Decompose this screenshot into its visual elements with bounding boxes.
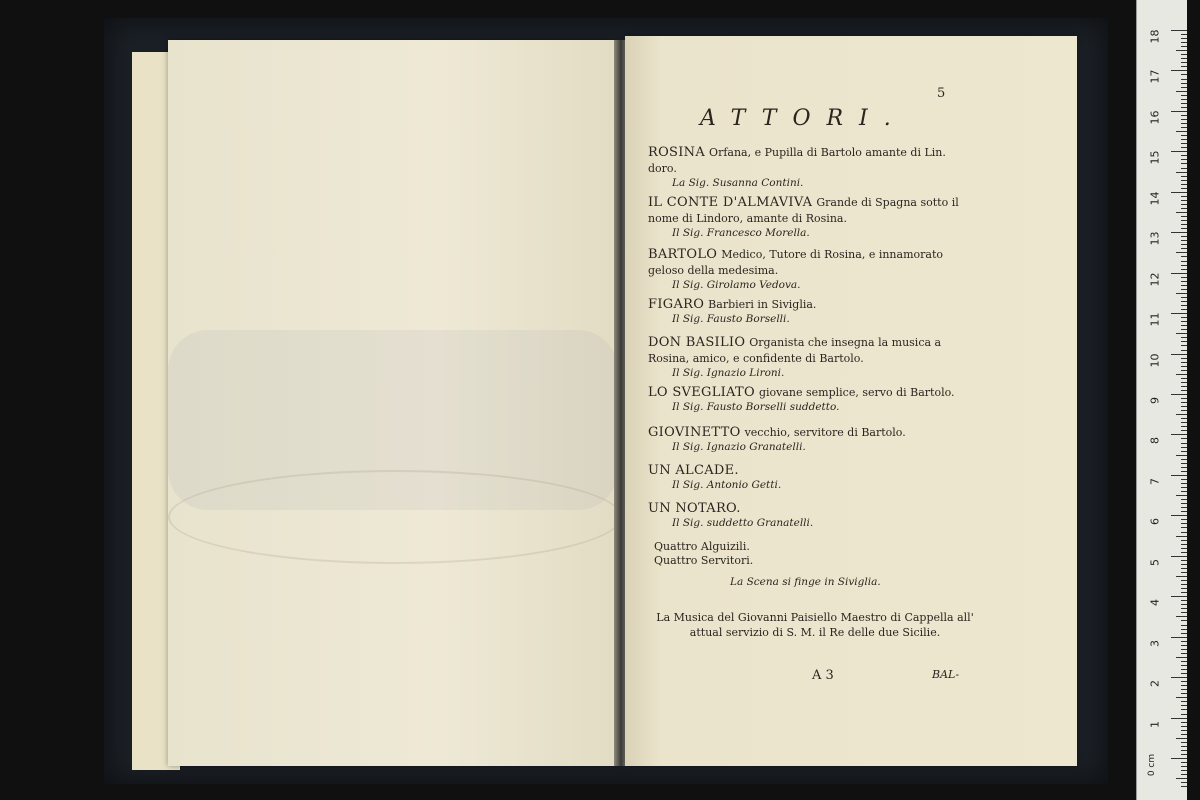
ruler-number: 8	[1148, 437, 1162, 445]
ruler-tick	[1181, 548, 1187, 549]
seal-ghost	[168, 470, 622, 564]
singer-name: Il Sig. Girolamo Vedova.	[672, 279, 801, 291]
cast-entry	[648, 424, 978, 454]
ruler-tick	[1181, 608, 1187, 609]
character-description: Barbieri in Siviglia.	[708, 298, 817, 311]
ruler-tick	[1181, 54, 1187, 55]
ruler-tick	[1181, 38, 1187, 39]
ruler-number: 10	[1148, 353, 1162, 368]
ruler-tick	[1171, 637, 1187, 638]
ruler-tick	[1181, 204, 1187, 205]
ruler-tick	[1181, 325, 1187, 326]
ruler-tick	[1181, 87, 1187, 88]
cast-entry	[648, 462, 978, 492]
cast-entry	[648, 194, 978, 240]
ruler-tick	[1181, 265, 1187, 266]
ruler-tick	[1181, 625, 1187, 626]
ruler-tick	[1181, 168, 1187, 169]
character-name: ROSINA	[648, 145, 706, 160]
cast-entry	[648, 144, 978, 190]
ruler-tick	[1181, 410, 1187, 411]
ruler-tick	[1181, 426, 1187, 427]
ruler-tick	[1181, 422, 1187, 423]
ruler-tick	[1176, 333, 1187, 334]
ruler-tick	[1181, 483, 1187, 484]
ruler-tick	[1181, 62, 1187, 63]
ruler-tick	[1181, 503, 1187, 504]
ruler-number: 12	[1148, 272, 1162, 287]
ruler-tick	[1181, 42, 1187, 43]
singer-name: Il Sig. Antonio Getti.	[672, 479, 782, 491]
singer-name: La Sig. Susanna Contini.	[672, 177, 804, 189]
ruler-tick	[1176, 738, 1187, 739]
ruler-tick	[1181, 782, 1187, 783]
left-page-showthrough	[168, 40, 618, 766]
ruler-tick	[1181, 321, 1187, 322]
ruler-tick	[1176, 293, 1187, 294]
ruler-number: 5	[1148, 558, 1162, 566]
ruler-tick	[1176, 91, 1187, 92]
ruler-tick	[1181, 499, 1187, 500]
ruler-tick	[1171, 30, 1187, 31]
ruler-tick	[1181, 722, 1187, 723]
character-name: UN NOTARO.	[648, 501, 741, 516]
catchword: BAL-	[932, 668, 960, 681]
ruler-number: 11	[1148, 312, 1162, 327]
ruler-tick	[1171, 111, 1187, 112]
ruler-tick	[1181, 443, 1187, 444]
ruler-tick	[1181, 459, 1187, 460]
cast-entry	[648, 296, 978, 326]
singer-name: Il Sig. Francesco Morella.	[672, 227, 810, 239]
ruler-tick	[1181, 471, 1187, 472]
page-number: 5	[937, 86, 946, 101]
ruler-tick	[1181, 463, 1187, 464]
ruler-tick	[1171, 232, 1187, 233]
ruler-tick	[1176, 172, 1187, 173]
music-note: La Musica del Giovanni Paisiello Maestro di Cappella all' attual servizio di S. M. il Re delle due Sicilie.	[656, 611, 974, 639]
ruler-tick	[1181, 256, 1187, 257]
ruler-tick	[1181, 438, 1187, 439]
ruler-tick	[1181, 645, 1187, 646]
ruler-tick	[1181, 511, 1187, 512]
ruler-tick	[1181, 143, 1187, 144]
ruler-number: 17	[1148, 69, 1162, 84]
ruler-number: 1	[1148, 720, 1162, 728]
ruler-tick	[1181, 123, 1187, 124]
ruler-tick	[1181, 236, 1187, 237]
ruler-tick	[1181, 289, 1187, 290]
ruler-number: 18	[1148, 29, 1162, 44]
ruler-tick	[1181, 34, 1187, 35]
ruler-tick	[1171, 70, 1187, 71]
ruler-tick	[1181, 604, 1187, 605]
cast-entry	[648, 500, 978, 530]
ruler-tick	[1181, 487, 1187, 488]
character-description: Medico, Tutore di Rosina, e innamorato geloso della medesima.	[648, 248, 943, 277]
ruler-tick	[1176, 616, 1187, 617]
ruler-tick	[1176, 212, 1187, 213]
ruler-tick	[1181, 742, 1187, 743]
ruler-tick	[1181, 115, 1187, 116]
ruler-tick	[1181, 390, 1187, 391]
ruler-tick	[1181, 281, 1187, 282]
ruler-tick	[1181, 730, 1187, 731]
ruler-tick	[1181, 74, 1187, 75]
ruler-tick	[1181, 301, 1187, 302]
ruler-tick	[1176, 697, 1187, 698]
ruler-tick	[1181, 79, 1187, 80]
ruler-tick	[1181, 406, 1187, 407]
ruler-tick	[1181, 588, 1187, 589]
ruler-tick	[1181, 418, 1187, 419]
ruler-tick	[1181, 726, 1187, 727]
ruler-tick	[1181, 762, 1187, 763]
ruler-tick	[1181, 329, 1187, 330]
ruler-tick	[1181, 220, 1187, 221]
ruler-tick	[1176, 536, 1187, 537]
ruler-tick	[1181, 709, 1187, 710]
ruler-tick	[1176, 778, 1187, 779]
cast-entry	[648, 384, 978, 414]
ruler-tick	[1181, 248, 1187, 249]
ruler-tick	[1181, 430, 1187, 431]
ruler-tick	[1181, 705, 1187, 706]
cast-entry	[648, 246, 978, 292]
ruler-tick	[1181, 341, 1187, 342]
ruler-tick	[1181, 750, 1187, 751]
ruler-tick	[1181, 58, 1187, 59]
ruler-tick	[1176, 455, 1187, 456]
singer-name: Il Sig. suddetto Granatelli.	[672, 517, 814, 529]
ruler-tick	[1181, 519, 1187, 520]
ruler-tick	[1181, 370, 1187, 371]
ruler-tick	[1176, 657, 1187, 658]
ruler-tick	[1181, 701, 1187, 702]
ruler-tick	[1181, 317, 1187, 318]
ruler-tick	[1181, 378, 1187, 379]
ruler-tick	[1176, 576, 1187, 577]
ruler-tick	[1181, 159, 1187, 160]
ruler-tick	[1181, 689, 1187, 690]
ruler-tick	[1181, 523, 1187, 524]
ruler-tick	[1181, 366, 1187, 367]
ruler-tick	[1181, 240, 1187, 241]
ruler-tick	[1171, 354, 1187, 355]
ruler-tick	[1181, 386, 1187, 387]
character-description: Organista che insegna la musica a Rosina, amico, e confidente di Bartolo.	[648, 336, 942, 365]
ruler-tick	[1181, 774, 1187, 775]
ruler-tick	[1181, 734, 1187, 735]
ruler-tick	[1171, 677, 1187, 678]
ruler-tick	[1181, 568, 1187, 569]
ruler-tick	[1181, 766, 1187, 767]
ruler-tick	[1181, 196, 1187, 197]
ruler-tick	[1176, 131, 1187, 132]
ruler-tick	[1181, 612, 1187, 613]
ruler-tick	[1181, 83, 1187, 84]
singer-name: Il Sig. Fausto Borselli suddetto.	[672, 401, 840, 413]
ruler-tick	[1181, 451, 1187, 452]
ruler-tick	[1181, 119, 1187, 120]
ruler-tick	[1181, 507, 1187, 508]
ruler-tick	[1181, 200, 1187, 201]
ruler-tick	[1181, 685, 1187, 686]
character-name: IL CONTE D'ALMAVIVA	[648, 195, 813, 210]
ruler-tick	[1181, 629, 1187, 630]
ruler-tick	[1181, 560, 1187, 561]
ruler-tick	[1171, 192, 1187, 193]
ruler-number: 2	[1148, 680, 1162, 688]
ruler-number: 7	[1148, 477, 1162, 485]
ruler-tick	[1181, 572, 1187, 573]
ruler-tick	[1181, 540, 1187, 541]
ruler-tick	[1181, 261, 1187, 262]
measurement-ruler	[1136, 0, 1187, 800]
ruler-tick	[1181, 532, 1187, 533]
character-name: GIOVINETTO	[648, 425, 741, 440]
ruler-tick	[1181, 382, 1187, 383]
ruler-tick	[1181, 544, 1187, 545]
signature-mark: A 3	[812, 668, 834, 683]
ruler-tick	[1181, 653, 1187, 654]
ruler-tick	[1181, 46, 1187, 47]
ruler-tick	[1181, 754, 1187, 755]
character-description: Orfana, e Pupilla di Bartolo amante di Lin. doro.	[648, 146, 946, 175]
ruler-tick	[1181, 208, 1187, 209]
ruler-number: 13	[1148, 231, 1162, 246]
ruler-tick	[1181, 584, 1187, 585]
ruler-tick	[1181, 244, 1187, 245]
character-description: giovane semplice, servo di Bartolo.	[758, 386, 955, 399]
ruler-tick	[1176, 414, 1187, 415]
ruler-tick	[1181, 99, 1187, 100]
singer-name: Il Sig. Ignazio Granatelli.	[672, 441, 806, 453]
ruler-tick	[1181, 620, 1187, 621]
ruler-tick	[1181, 309, 1187, 310]
singer-name: Il Sig. Fausto Borselli.	[672, 313, 790, 325]
ruler-tick	[1181, 580, 1187, 581]
ruler-tick	[1181, 180, 1187, 181]
ruler-tick	[1171, 515, 1187, 516]
ruler-tick	[1181, 564, 1187, 565]
character-description: vecchio, servitore di Bartolo.	[744, 426, 906, 439]
ruler-tick	[1181, 305, 1187, 306]
ruler-tick	[1181, 592, 1187, 593]
ruler-tick	[1181, 107, 1187, 108]
ruler-tick	[1176, 50, 1187, 51]
ruler-tick	[1181, 491, 1187, 492]
ruler-tick	[1181, 447, 1187, 448]
ruler-tick	[1181, 398, 1187, 399]
ruler-tick	[1181, 770, 1187, 771]
ruler-tick	[1181, 163, 1187, 164]
ruler-tick	[1181, 746, 1187, 747]
ruler-tick	[1171, 556, 1187, 557]
ruler-tick	[1181, 641, 1187, 642]
ruler-tick	[1171, 596, 1187, 597]
ruler-tick	[1181, 693, 1187, 694]
ruler-unit: 0 cm	[1147, 753, 1158, 777]
ruler-tick	[1181, 269, 1187, 270]
ruler-tick	[1181, 467, 1187, 468]
ruler-tick	[1181, 66, 1187, 67]
ruler-tick	[1171, 273, 1187, 274]
extras-line: Quattro Alguizili.	[654, 540, 750, 553]
ruler-tick	[1181, 681, 1187, 682]
ruler-number: 14	[1148, 191, 1162, 206]
ruler-tick	[1181, 228, 1187, 229]
ruler-number: 6	[1148, 518, 1162, 526]
ruler-tick	[1181, 224, 1187, 225]
ruler-tick	[1181, 673, 1187, 674]
ruler-tick	[1181, 216, 1187, 217]
ruler-tick	[1181, 147, 1187, 148]
ruler-number: 9	[1148, 397, 1162, 404]
ruler-tick	[1181, 479, 1187, 480]
ruler-tick	[1176, 252, 1187, 253]
ruler-tick	[1181, 600, 1187, 601]
ruler-tick	[1171, 475, 1187, 476]
ruler-tick	[1181, 633, 1187, 634]
ruler-tick	[1181, 527, 1187, 528]
ruler-tick	[1181, 714, 1187, 715]
ruler-tick	[1181, 135, 1187, 136]
singer-name: Il Sig. Ignazio Lironi.	[672, 367, 785, 379]
character-name: UN ALCADE.	[648, 463, 739, 478]
extras-line: Quattro Servitori.	[654, 554, 754, 567]
ruler-number: 16	[1148, 110, 1162, 125]
character-name: FIGARO	[648, 297, 705, 312]
character-name: DON BASILIO	[648, 335, 746, 350]
ruler-tick	[1181, 649, 1187, 650]
character-name: LO SVEGLIATO	[648, 385, 755, 400]
ruler-tick	[1181, 127, 1187, 128]
ruler-tick	[1181, 402, 1187, 403]
ruler-tick	[1181, 297, 1187, 298]
ruler-tick	[1181, 362, 1187, 363]
ruler-tick	[1181, 552, 1187, 553]
ruler-tick	[1181, 139, 1187, 140]
ruler-tick	[1171, 434, 1187, 435]
ruler-tick	[1181, 277, 1187, 278]
ruler-number: 15	[1148, 150, 1162, 165]
ruler-tick	[1181, 155, 1187, 156]
ruler-number: 4	[1148, 599, 1162, 607]
ruler-tick	[1181, 176, 1187, 177]
ruler-tick	[1181, 345, 1187, 346]
ruler-tick	[1176, 495, 1187, 496]
scene-note: La Scena si finge in Siviglia.	[730, 576, 881, 588]
ruler-tick	[1171, 394, 1187, 395]
character-name: BARTOLO	[648, 247, 718, 262]
ruler-tick	[1181, 103, 1187, 104]
page-heading: ATTORI.	[700, 106, 907, 131]
ruler-tick	[1181, 786, 1187, 787]
ruler-tick	[1181, 350, 1187, 351]
ruler-tick	[1171, 718, 1187, 719]
ruler-tick	[1181, 184, 1187, 185]
ruler-tick	[1181, 188, 1187, 189]
ruler-tick	[1181, 285, 1187, 286]
character-description: Grande di Spagna sotto il nome di Lindoro, amante di Rosina.	[648, 196, 959, 225]
ruler-tick	[1181, 665, 1187, 666]
ruler-tick	[1181, 669, 1187, 670]
ruler-tick	[1171, 151, 1187, 152]
ruler-tick	[1181, 661, 1187, 662]
ruler-number: 3	[1148, 639, 1162, 647]
ruler-tick	[1181, 95, 1187, 96]
ruler-tick	[1181, 337, 1187, 338]
ruler-tick	[1171, 313, 1187, 314]
ruler-tick	[1176, 374, 1187, 375]
cast-entry	[648, 334, 978, 380]
ruler-tick	[1171, 758, 1187, 759]
ruler-tick	[1181, 358, 1187, 359]
